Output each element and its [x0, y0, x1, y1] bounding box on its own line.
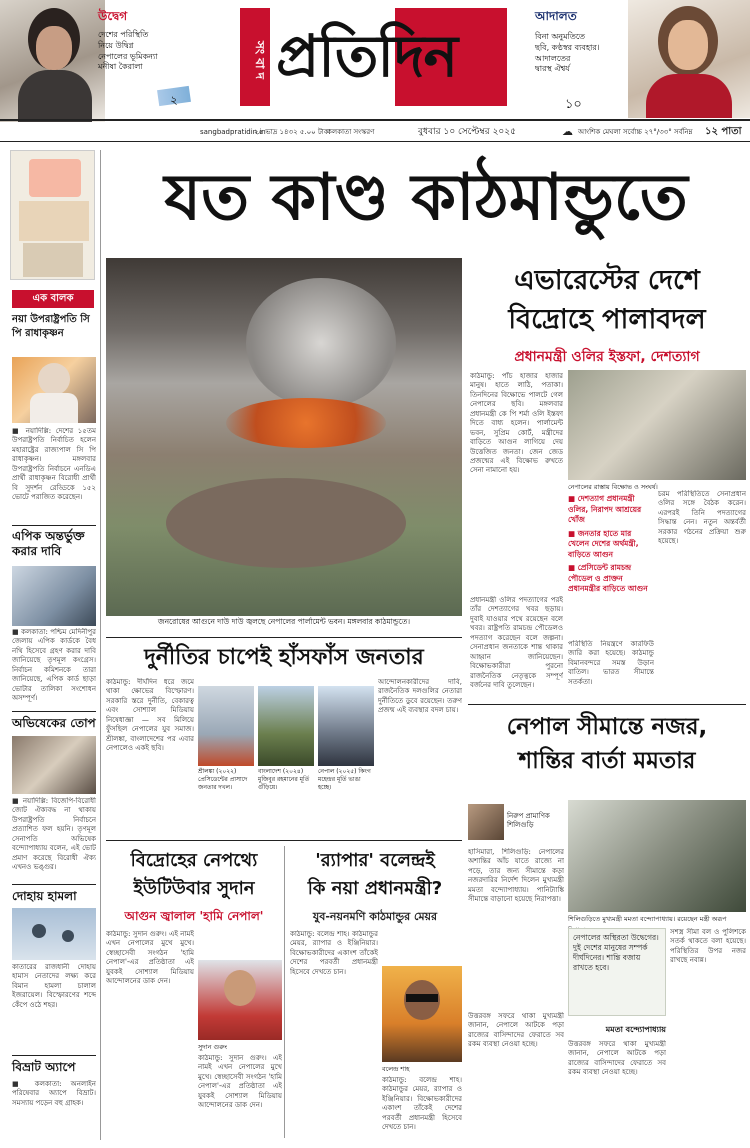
mamata-quote: [568, 928, 666, 1016]
youtuber-headline-2: ইউটিউবার সুদান: [133, 878, 255, 899]
teaser-line: বিনা অনুমতিতে: [535, 32, 586, 41]
aishwarya-photo: [628, 0, 750, 118]
teaser-page: ২: [170, 93, 178, 107]
rapper-headline-1: 'র‍্যাপার' বলেন্দ্রই: [315, 850, 435, 871]
lead-bullets: [568, 494, 654, 595]
caption-bangladesh: বাংলাদেশ (২০২৪) মুজিবুর রহমানের মূর্তি গুঁড়িয়ে।: [258, 768, 310, 791]
vp-photo: [12, 357, 96, 423]
abhishek-body: ■ নয়াদিল্লি: বিজেপি-বিরোধী জোট ঐক্যবদ্ধ না থাকায় উপরাষ্ট্রপতি নির্বাচনে প্রত্যাশিত ফল হয়নি। তৃণমূল সেনাপতি অভিষেক বন্দ্যোপাধ্যায় বলেন, এই ভোট প্রমাণ করেছে বিরোধী ঐক্য এখনও ভঙ্গুর।: [12, 797, 96, 872]
teaser-line: নেপালের ভূমিকন্যা: [98, 51, 158, 61]
srilanka-photo: [198, 686, 254, 766]
divider: [106, 637, 462, 638]
bullet: ■ জনতার হাতে মার খেলেন দেশের অর্থমন্ত্রী, বাড়িতে আগুন: [568, 528, 639, 559]
border-body-2: উত্তরবঙ্গ সফরে থাকা মুখ্যমন্ত্রী জানান, নেপালে আটকে পড়া রাজ্যের বাসিন্দাদের ফেরাতে সব রকম ব্যবস্থা নেওয়া হচ্ছে।: [468, 1012, 564, 1049]
weather: আংশিক মেঘলা সর্বোচ্চ ২৭°/৩৩° সর্বনিম্ন: [578, 128, 693, 136]
dateline-rule: [0, 141, 750, 142]
website: sangbadpratidin.in: [200, 128, 266, 136]
bangladesh-photo: [258, 686, 314, 766]
vp-body: ■ নয়াদিল্লি: দেশের ১৫তম উপরাষ্ট্রপতি নির্বাচিত হলেন মহারাষ্ট্রের রাজ্যপাল সি পি রাধাকৃষ্ণন। মঙ্গলবার উপরাষ্ট্রপতি নির্বাচনে এনডিএ প্রার্থী রাধাকৃষ্ণন বিরোধী প্রার্থী বি সুদর্শন রেড্ডিকে ১৫২ ভোটে পরাজিত করেছেন।: [12, 427, 96, 502]
date: বুধবার ১০ সেপ্টেম্বর ২০২৫: [418, 127, 516, 137]
lead-col-2: প্রধানমন্ত্রী ওলির পদত্যাগের পরই তাঁর দেশত্যাগের খবর ছড়ায়। দুবাই যাওয়ার পথে রয়েছেন বলে খবর। রাষ্ট্রপতি রামচন্দ্র পৌডেলও পদত্যাগ করেছেন বলে জল্পনা। সেনাপ্রধান জনতাকে শান্ত থাকার আহ্বান জানিয়েছেন। বিক্ষোভকারীরা পুরনো রাজনৈতিক নেতৃত্বকে সম্পূর্ণ বর্জনের দাবি তুলেছেন।: [470, 596, 563, 689]
divider: [12, 525, 96, 526]
sidebar-illustration: [10, 150, 95, 280]
epic-title: এপিক অন্তর্ভুক্ত করার দাবি: [12, 529, 85, 558]
teaser-line: ছবি, কণ্ঠস্বর ব্যবহার।: [535, 42, 600, 52]
drone-photo: [12, 908, 96, 960]
border-body-3: সশস্ত্র সীমা বল ও পুলিশকে সতর্ক থাকতে বলা হয়েছে। পরিস্থিতির উপর নজর রাখছে নবান্ন।: [670, 928, 746, 965]
masthead-title: প্রতিদিন: [276, 22, 458, 90]
page-count: ১২ পাতা: [705, 126, 742, 137]
teaser-page: ১০: [565, 97, 582, 113]
mamata-caption: শিলিগুড়িতে মুখ্যমন্ত্রী মমতা বন্দ্যোপাধ্যায়। রয়েছেন মন্ত্রী অরূপ: [568, 915, 727, 923]
lead-col-3: পরিস্থিতি নিয়ন্ত্রণে কারফিউ জারি করা হয়েছে। কাঠমান্ডু বিমানবন্দরে সমস্ত উড়ান বাতিল। ভারত সীমান্তে সতর্কতা।: [568, 640, 654, 686]
app-body: ■ কলকাতা: অনলাইন পরিষেবার অ্যাপে বিভ্রাট। সমস্যায় পড়েন বহু গ্রাহক।: [12, 1080, 96, 1107]
rapper-strap: যুব-নয়নমণি কাঠমান্ডুর মেয়র: [312, 910, 438, 923]
corruption-body-2: আন্দোলনকারীদের দাবি, রাজনৈতিক দলগুলির নেতারা দুর্নীতিতে ডুবে রয়েছেন। তরুণ প্রজন্ম এই ব্যবস্থার বদল চায়।: [378, 678, 462, 715]
abhishek-photo: [12, 736, 96, 794]
byline: নিরুপ প্রামাণিক শিলিগুড়ি: [507, 812, 550, 830]
quote-attribution: মমতা বন্দ্যোপাধ্যায়: [605, 1025, 666, 1034]
rapper-headline-2: কি নয়া প্রধানমন্ত্রী?: [307, 878, 443, 899]
lead-subhead-1: এভারেস্টের দেশে: [514, 265, 700, 296]
sudan-photo: [198, 960, 282, 1040]
border-headline-2: শান্তির বার্তা মমতার: [518, 748, 696, 774]
divider: [106, 840, 462, 841]
sudan-caption: সুদান গুরুং: [198, 1043, 228, 1051]
street-photo-caption: নেপালের রাস্তায় বিক্ষোভ ও সংঘর্ষ।: [568, 483, 658, 491]
brand-vertical: সং বা দ: [240, 8, 270, 106]
vp-title: নয়া উপরাষ্ট্রপতি সি পি রাধাকৃষ্ণন: [12, 314, 90, 339]
lead-photo: [106, 258, 462, 616]
col-divider: [284, 846, 285, 1138]
divider: [468, 704, 746, 705]
youtuber-strap: আগুন জ্বালাল 'হামি নেপাল': [124, 909, 264, 923]
weather-icon: ☁: [562, 125, 573, 138]
app-title: বিভ্রাট অ্যাপে: [12, 1060, 76, 1074]
divider: [12, 884, 96, 885]
balendra-photo: [382, 966, 462, 1062]
caption-srilanka: শ্রীলঙ্কা (২০২২) প্রেসিডেন্টের প্রাসাদে জনতার দখল।: [198, 768, 248, 791]
teaser-line: মনীষা কৈরালা: [98, 62, 143, 72]
byline-photo: [468, 804, 504, 840]
lead-headline: যত কাণ্ড কাঠমান্ডুতে: [164, 161, 688, 235]
lead-strap: প্রধানমন্ত্রী ওলির ইস্তফা, দেশত্যাগ: [514, 349, 700, 365]
teaser-line: দ্বারস্থ ঐশ্বর্য: [535, 64, 570, 74]
bullet: ■ প্রেসিডেন্ট রামচন্দ্র পৌডেল ও প্রাক্তন প্রধানমন্ত্রীর বাড়িতে আগুন: [568, 563, 648, 593]
lead-subhead-2: বিদ্রোহে পালাবদল: [508, 304, 706, 335]
sidebar-kicker: এক বালক: [12, 290, 94, 308]
youtuber-body-2: কাঠমান্ডু: সুদান গুরুং। এই নামই এখন নেপালের মুখে মুখে। স্বেচ্ছাসেবী সংগঠন 'হামি নেপাল'-এর প্রতিষ্ঠাতা এই যুবকই সোশ্যাল মিডিয়ায় আন্দোলনের ডাক দেন।: [198, 1054, 282, 1110]
lead-col-4: চরম পরিস্থিতিতে সেনাপ্রধান ওলির সঙ্গে বৈঠক করেন। এরপরই তিনি পদত্যাগের সিদ্ধান্ত নেন। নতুন অন্তর্বর্তী সরকার গঠনের প্রক্রিয়া শুরু হয়েছে।: [658, 490, 746, 546]
divider: [12, 711, 96, 712]
dateline-bar: [0, 123, 750, 141]
epic-body: ■ কলকাতা: পশ্চিম মেদিনীপুর জেলায় এপিক কার্ডকে বৈধ নথি হিসেবে গ্রহণ করার দাবি জানিয়েছে তৃণমূল কংগ্রেস। নির্বাচন কমিশনকে তারা জানিয়েছে, এপিক কার্ড ছাড়া ভোটার তালিকা সংশোধন অসম্পূর্ণ।: [12, 628, 96, 703]
lead-col-1: কাঠমান্ডু: পাঁচ হাজার হাজার মানুষ। হাতে লাঠি, পতাকা। তিনদিনের বিক্ষোভে পালটে গেল নেপালের ছবি। মঙ্গলবার প্রধানমন্ত্রী কে পি শর্মা ওলি ইস্তফা দিতে বাধ্য হলেন। পার্লামেন্ট ভবন, সুপ্রিম কোর্ট, মন্ত্রীদের বাড়িতে আগুন লাগিয়ে দেয় উত্তেজিত জনতা। জেন জেড প্রজন্মের এই বিক্ষোভ রুখতে সেনা নামানো হয়।: [470, 372, 563, 475]
corruption-body: কাঠমান্ডু: দীর্ঘদিন ধরে জমে থাকা ক্ষোভের বিস্ফোরণ। সরকারি স্তরে দুর্নীতি, বেকারত্ব এবং সোশ্যাল মিডিয়ায় নিষেধাজ্ঞা — সব মিলিয়ে ফুঁসছিল নেপালের যুব সমাজ। শ্রীলঙ্কা, বাংলাদেশের পর এবার নেপালেও একই ছবি।: [106, 678, 194, 753]
mamata-photo: [568, 800, 746, 912]
bullet: ■ দেশত্যাগ প্রধানমন্ত্রী ওলির, নিরাপদ আশ্রয়ের খোঁজ: [568, 494, 642, 524]
drone-title: দোহায় হামলা: [12, 889, 77, 903]
youtuber-headline-1: বিদ্রোহের নেপথ্যে: [130, 850, 258, 871]
teaser-line: নিয়ে উদ্বিগ্ন: [98, 40, 134, 50]
teaser-kicker: আদালত: [535, 9, 577, 23]
edition: কলকাতা সংস্করণ: [327, 128, 375, 136]
sidebar-divider: [100, 150, 101, 1140]
lead-photo-caption: জনরোষের আগুনে দাউ দাউ জ্বলছে নেপালের পার্লামেন্ট ভবন। মঙ্গলবার কাঠমান্ডুতে।: [157, 617, 411, 626]
masthead-rule: [0, 119, 750, 121]
price-info: ২৫ ভাদ্র ১৪৩২ ৫.০০ টাকা: [254, 128, 331, 136]
corruption-headline: দুর্নীতির চাপেই হাঁসফাঁস জনতার: [144, 645, 424, 670]
teaser-line: দেশের পরিস্থিতি: [98, 30, 149, 39]
teaser-kicker: উদ্বেগ: [98, 9, 128, 23]
border-body-4: উত্তরবঙ্গ সফরে থাকা মুখ্যমন্ত্রী জানান, নেপালে আটকে পড়া রাজ্যের বাসিন্দাদের ফেরাতে সব রকম ব্যবস্থা নেওয়া হচ্ছে।: [568, 1040, 666, 1077]
rapper-body: কাঠমান্ডু: বলেন্দ্র শাহ। কাঠমান্ডুর মেয়র, র‍্যাপার ও ইঞ্জিনিয়ার। বিক্ষোভকারীদের একাংশ তাঁকেই দেশের পরবর্তী প্রধানমন্ত্রী হিসেবে দেখতে চান।: [290, 930, 378, 976]
border-body: হাসিমারা, শিলিগুড়ি: নেপালের অশান্তির আঁচ যাতে রাজ্যে না পড়ে, তার জন্য সীমান্তে কড়া নজরদারির নির্দেশ দিলেন মুখ্যমন্ত্রী মমতা বন্দ্যোপাধ্যায়। পানিট্যাঙ্কি সীমান্তে বাড়ানো হয়েছে নিরাপত্তা।: [468, 848, 564, 904]
quote-text: নেপালের অস্থিরতা উদ্বেগের। দুই দেশের মানুষের সম্পর্ক দীর্ঘদিনের। শান্তি বজায় রাখতে হবে।: [573, 933, 659, 973]
divider: [12, 1055, 96, 1056]
epic-photo: [12, 566, 96, 626]
teaser-line: আদালতের: [535, 53, 571, 63]
manisha-photo: [0, 0, 105, 122]
left-teaser: [98, 8, 198, 107]
border-headline-1: নেপাল সীমান্তে নজর,: [506, 714, 708, 740]
street-photo: [568, 370, 746, 480]
abhishek-title: অভিষেকের তোপ: [12, 716, 96, 730]
rapper-body-2: কাঠমান্ডু: বলেন্দ্র শাহ। কাঠমান্ডুর মেয়র, র‍্যাপার ও ইঞ্জিনিয়ার। বিক্ষোভকারীদের একাংশ তাঁকেই দেশের পরবর্তী প্রধানমন্ত্রী হিসেবে দেখতে চান।: [382, 1076, 462, 1132]
drone-body: কাতারের রাজধানী দোহায় হামাস নেতাদের লক্ষ্য করে বিমান হামলা চালাল ইজরায়েল। বিস্ফোরণের শব্দে কেঁপে ওঠে শহর।: [12, 963, 96, 1009]
nepal-statue-photo: [318, 686, 374, 766]
balendra-caption: বলেন্দ্র শাহ: [382, 1065, 410, 1073]
youtuber-body: কাঠমান্ডু: সুদান গুরুং। এই নামই এখন নেপালের মুখে মুখে। স্বেচ্ছাসেবী সংগঠন 'হামি নেপাল'-এর প্রতিষ্ঠাতা এই যুবকই সোশ্যাল মিডিয়ায় আন্দোলনের ডাক দেন।: [106, 930, 194, 986]
caption-nepal: নেপাল (২০২৫) কিংগ মহেন্দ্রর মূর্তি ভাঙা হচ্ছে।: [318, 768, 371, 791]
